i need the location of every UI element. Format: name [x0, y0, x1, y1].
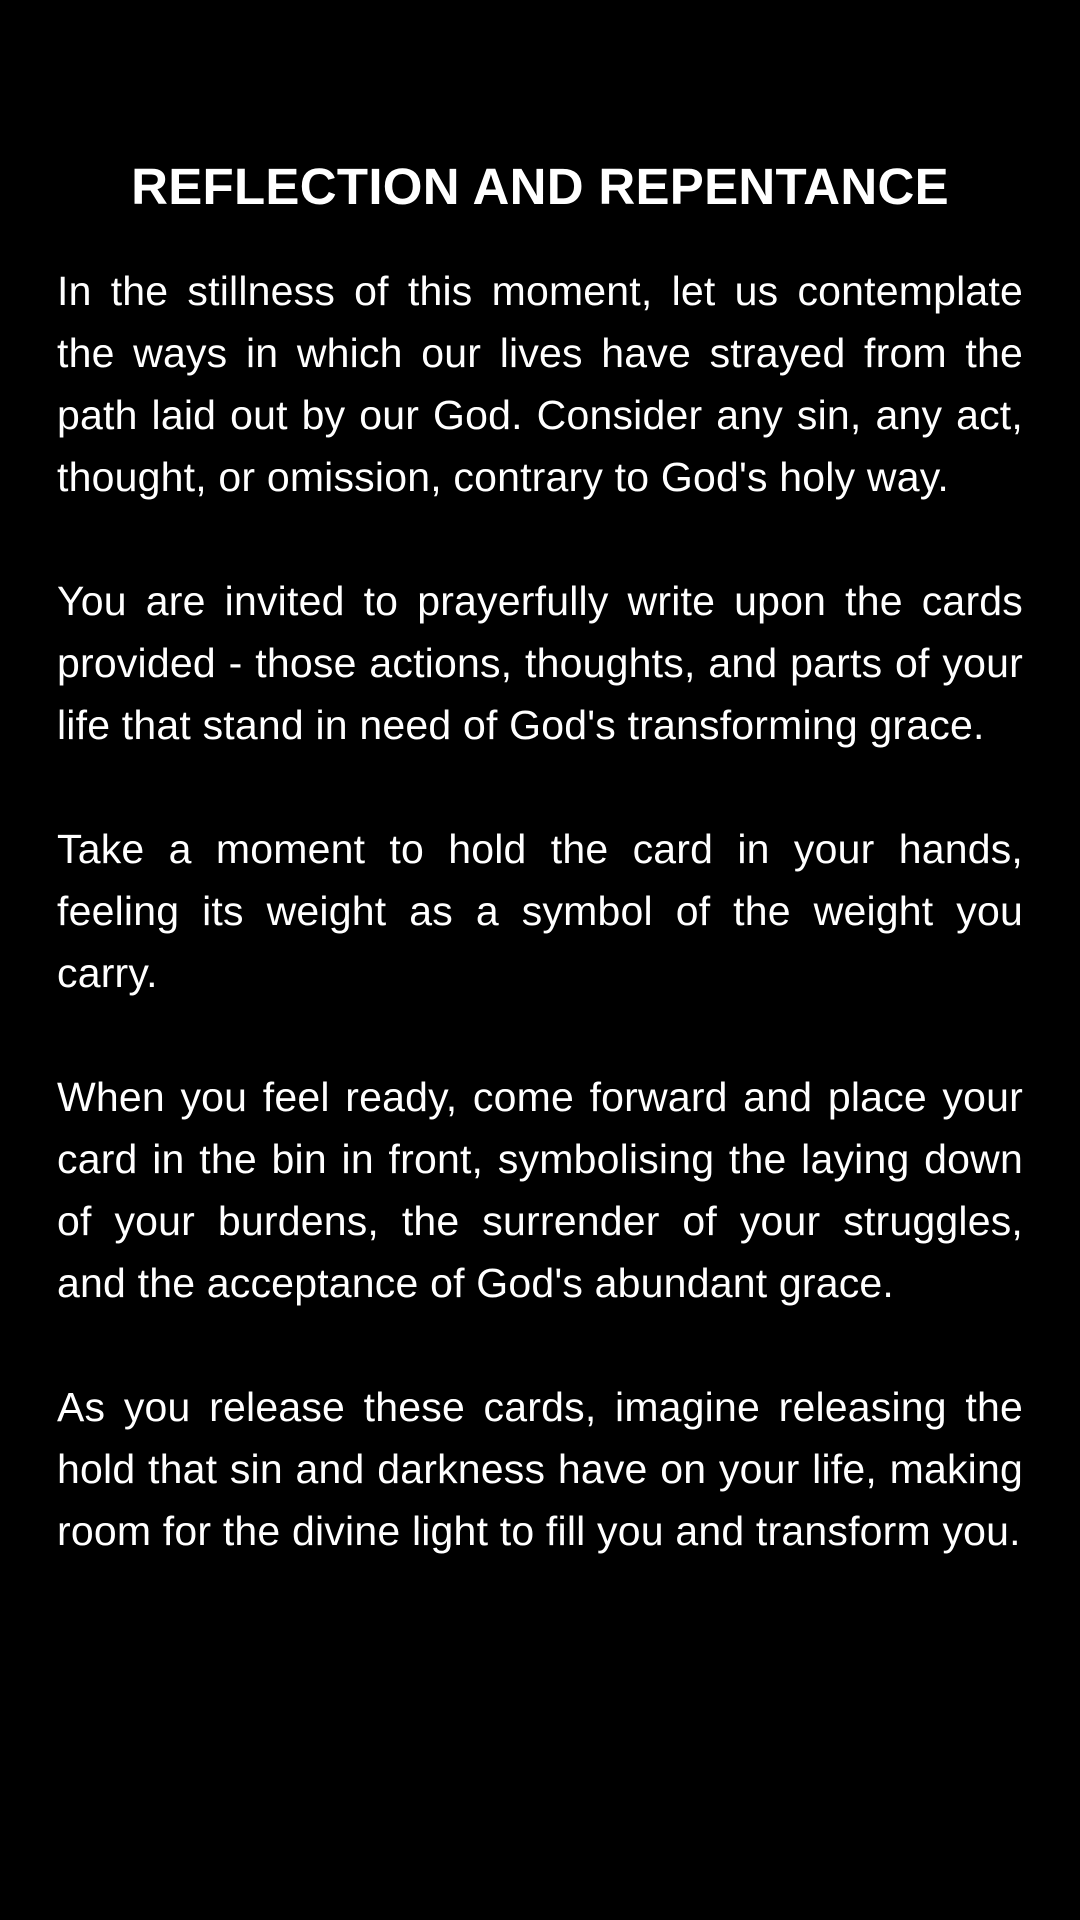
paragraph-contemplate: In the stillness of this moment, let us contemplate the ways in which our lives have strayed from the path laid out by our God. Consider any sin, any act, thought, or omission, contrary to God's holy way.	[57, 268, 1023, 500]
paragraph-come-forward: When you feel ready, come forward and place your card in the bin in front, symbolising the laying down of your burdens, the surrender of your struggles, and the acceptance of God's abundant grace.	[57, 1074, 1023, 1306]
page-title: REFLECTION AND REPENTANCE	[131, 158, 949, 215]
paragraph-hold-card: Take a moment to hold the card in your hands, feeling its weight as a symbol of the weight you carry.	[57, 826, 1023, 996]
paragraph-release-cards: As you release these cards, imagine releasing the hold that sin and darkness have on your life, making room for the divine light to fill you and transform you.	[57, 1384, 1023, 1554]
paragraph-write-cards: You are invited to prayerfully write upon the cards provided - those actions, thoughts, and parts of your life that stand in need of God's transforming grace.	[57, 578, 1023, 748]
reflection-body	[57, 260, 1023, 1624]
